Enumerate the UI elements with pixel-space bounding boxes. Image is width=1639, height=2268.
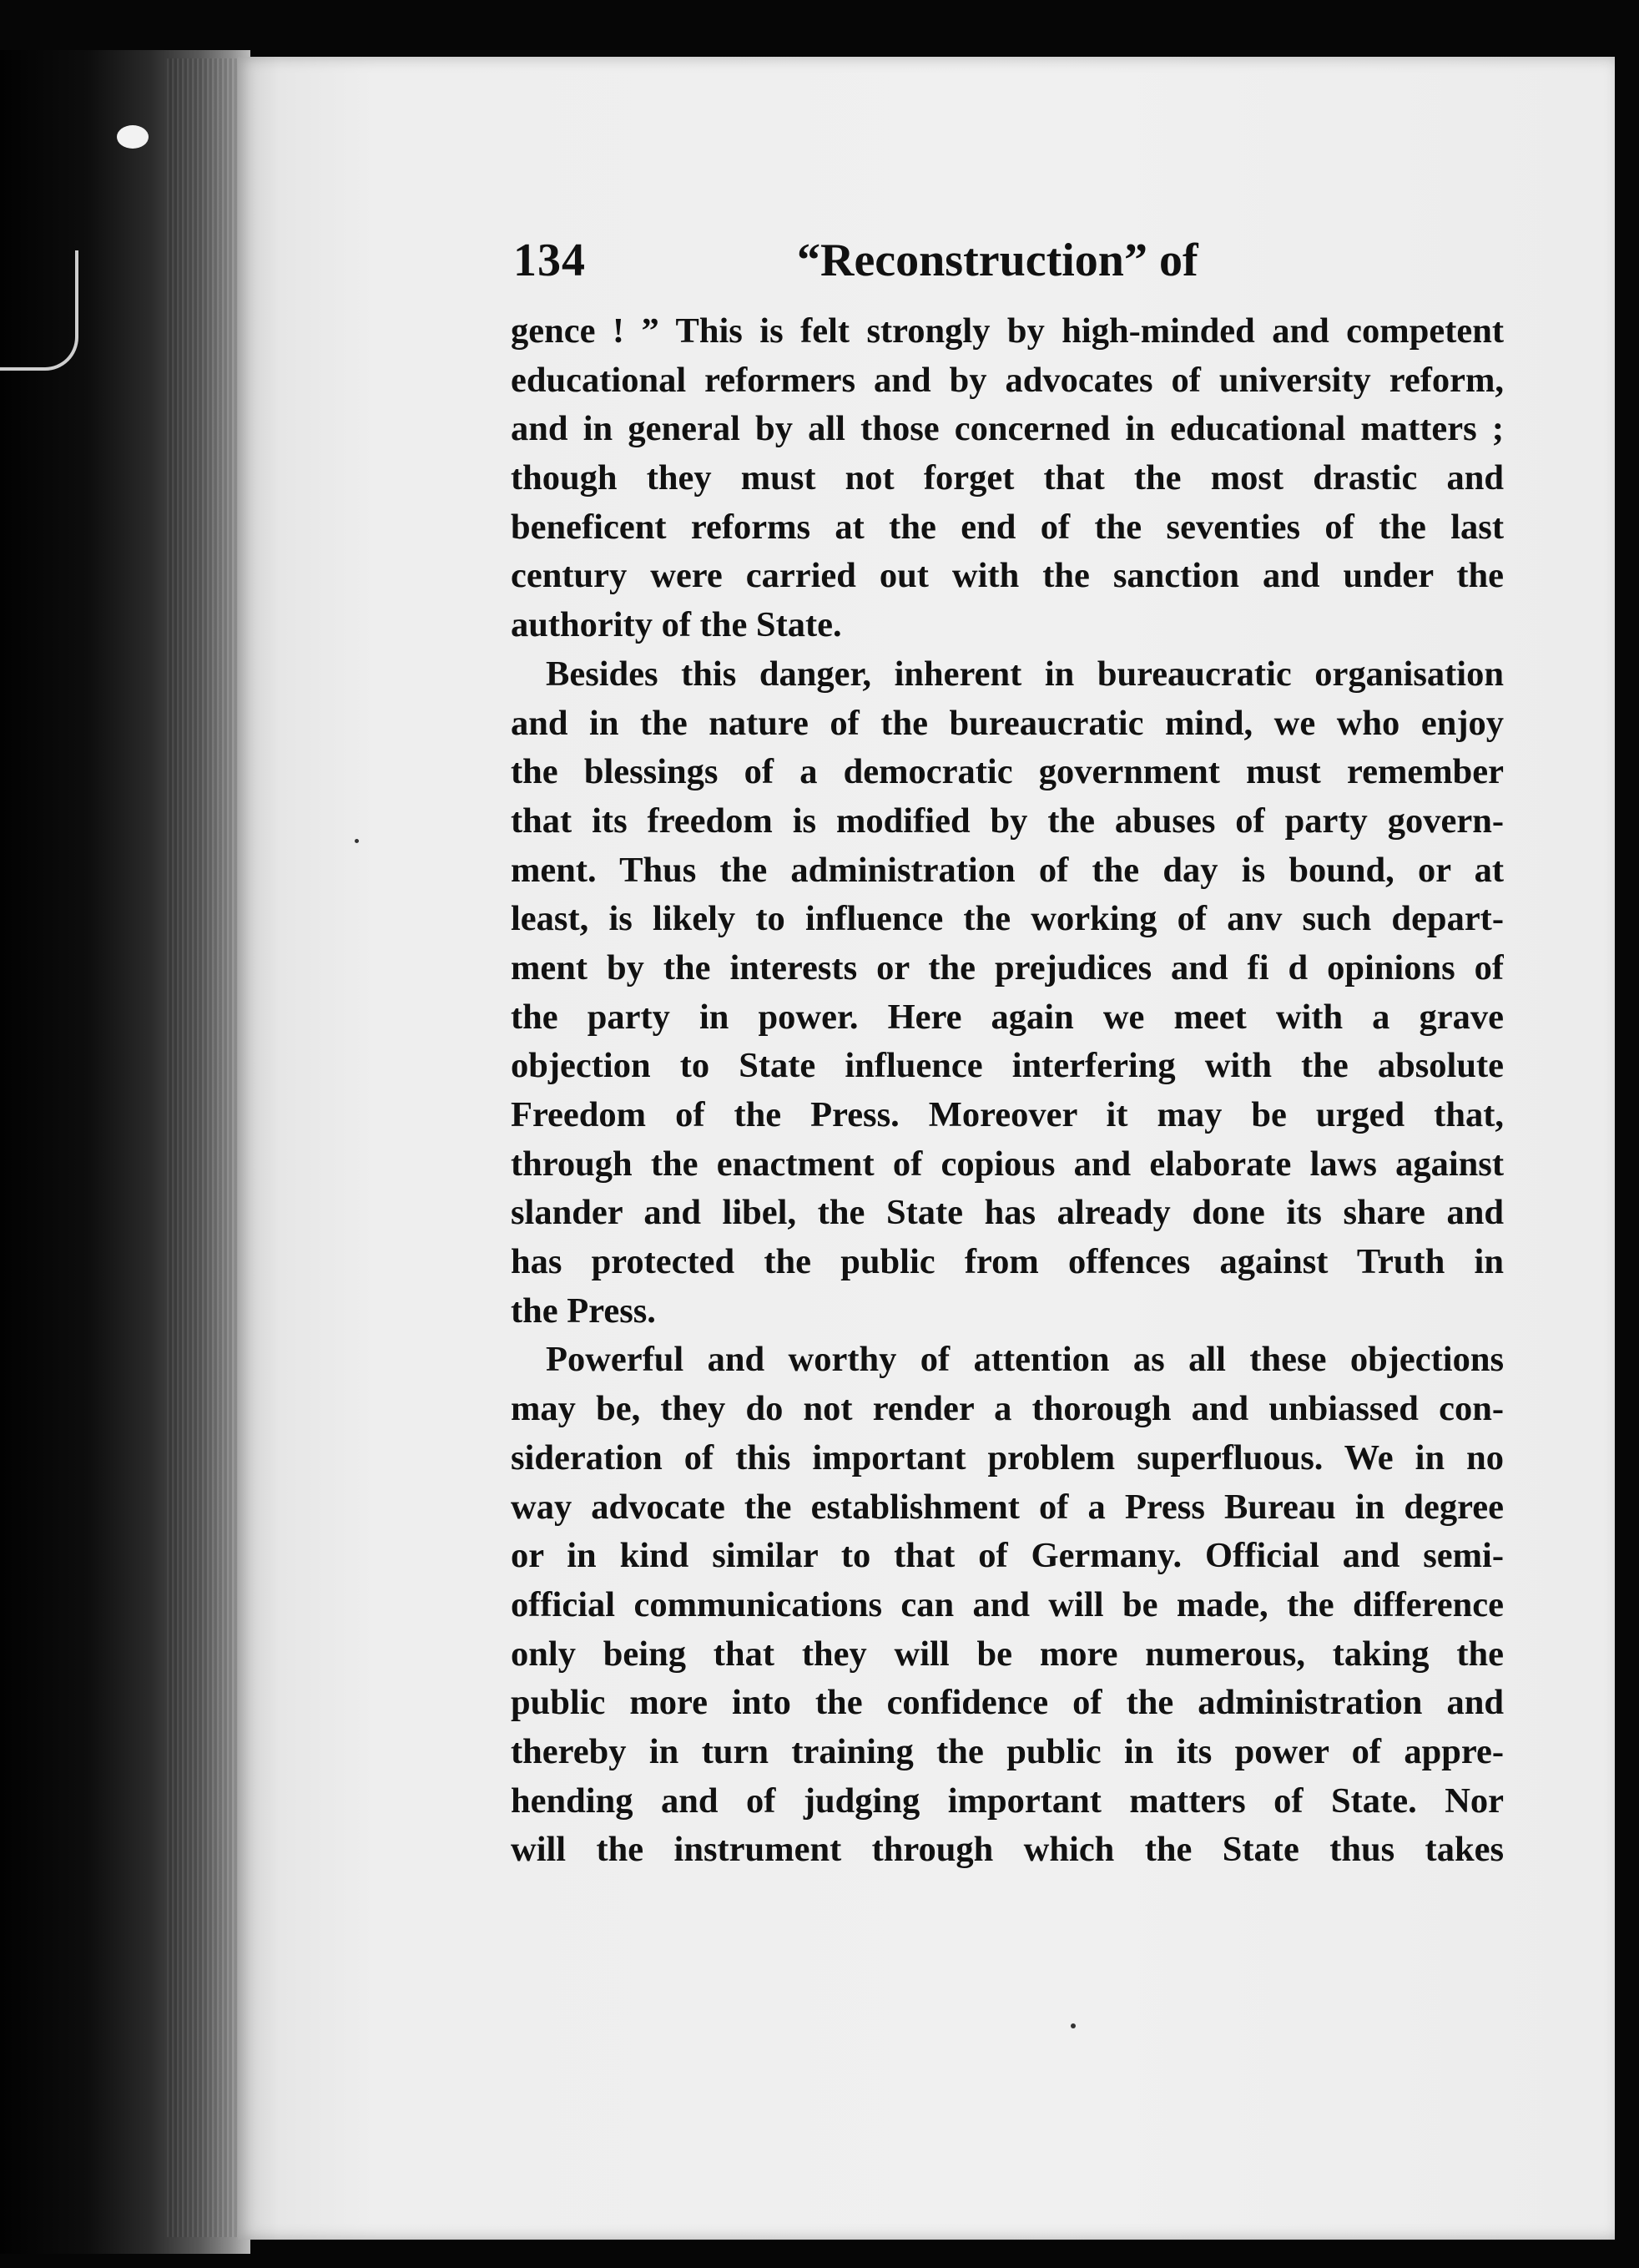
text-line: will the instrument through which the State thus takes [511, 1830, 1504, 1870]
text-line: only being that they will be more numerous, taking the [511, 1634, 1504, 1674]
page-edges [167, 58, 242, 2237]
text-line: may be, they do not render a thorough and unbiassed con- [511, 1389, 1504, 1429]
page-header [513, 234, 1506, 301]
text-line: thereby in turn training the public in its power of appre- [511, 1731, 1504, 1771]
text-line: objection to State influence interfering with the absolute [511, 1046, 1504, 1086]
text-line: least, is likely to influence the working of anv such depart- [511, 899, 1504, 939]
text-line: and in general by all those concerned in educational matters ; [511, 409, 1504, 449]
text-line: gence ! ” This is felt strongly by high-minded and competent [511, 311, 1504, 351]
text-line: though they must not forget that the most drastic and [511, 458, 1504, 498]
running-head: “Reconstruction” of [797, 235, 1198, 286]
text-line: or in kind similar to that of Germany. Official and semi- [511, 1536, 1504, 1576]
text-line: and in the nature of the bureaucratic mind, we who enjoy [511, 703, 1504, 743]
text-line: beneficent reforms at the end of the seventies of the last [511, 507, 1504, 547]
text-line: hending and of judging important matters of State. Nor [511, 1781, 1504, 1821]
text-line: Besides this danger, inherent in bureaucratic organisation [546, 654, 1504, 694]
text-line: the party in power. Here again we meet with a grave [511, 997, 1504, 1037]
text-line: official communications can and will be made, the difference [511, 1584, 1504, 1624]
text-line: slander and libel, the State has already done its share and [511, 1193, 1504, 1233]
page-number: 134 [513, 235, 586, 286]
text-line: authority of the State. [511, 605, 842, 645]
scan-artifact-dot [117, 125, 149, 149]
text-line: century were carried out with the sanction and under the [511, 556, 1504, 596]
text-line: sideration of this important problem superfluous. We in no [511, 1437, 1504, 1477]
text-line: way advocate the establishment of a Press Bureau in degree [511, 1487, 1504, 1527]
scan-speck [355, 839, 359, 843]
scan-speck [1071, 2023, 1076, 2028]
text-line: through the enactment of copious and elaborate laws against [511, 1144, 1504, 1184]
text-line: Powerful and worthy of attention as all these objections [546, 1340, 1504, 1380]
text-line: the Press. [511, 1291, 656, 1331]
text-line: that its freedom is modified by the abuses of party govern- [511, 801, 1504, 841]
text-line: educational reformers and by advocates of university reform, [511, 360, 1504, 400]
text-line: ment by the interests or the prejudices and fi d opinions of [511, 947, 1504, 988]
text-line: the blessings of a democratic government must remember [511, 752, 1504, 792]
scan-artifact-curl [0, 250, 78, 371]
text-line: has protected the public from offences against Truth in [511, 1242, 1504, 1282]
body-text [511, 307, 1504, 1875]
text-line: ment. Thus the administration of the day is bound, or at [511, 850, 1504, 890]
text-line: Freedom of the Press. Moreover it may be urged that, [511, 1095, 1504, 1134]
text-line: public more into the confidence of the administration and [511, 1683, 1504, 1723]
